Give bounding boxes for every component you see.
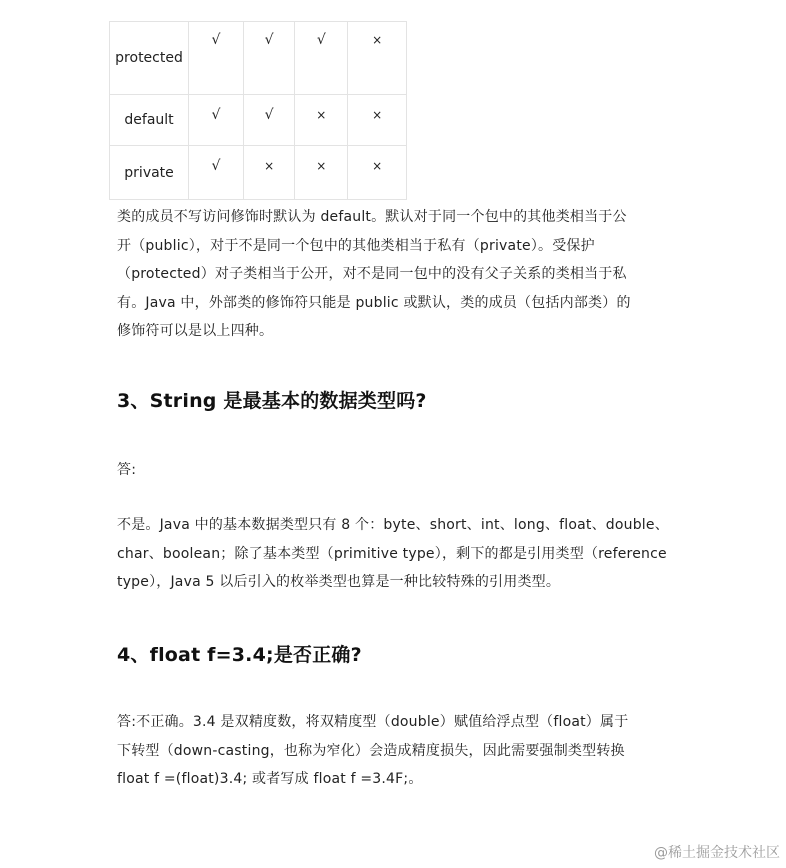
access-mark-cell: √ (243, 95, 295, 146)
access-mark-cell: × (348, 22, 407, 95)
access-mark-cell: × (295, 146, 348, 200)
access-mark-cell: √ (189, 95, 244, 146)
paragraph-line: 不是。Java 中的基本数据类型只有 8 个：byte、short、int、long、float、double、 (117, 517, 669, 533)
access-mark-cell: × (243, 146, 295, 200)
paragraph-line: 下转型（down-casting，也称为窄化）会造成精度损失，因此需要强制类型转换 (117, 742, 625, 759)
modifier-name-cell: default (110, 95, 189, 146)
access-mark-cell: √ (295, 22, 348, 95)
paragraph-line: char、boolean；除了基本类型（primitive type），剩下的都是引用类型（reference (117, 545, 667, 562)
default-access-paragraph (117, 203, 677, 346)
paragraph-line: 开（public），对于不是同一个包中的其他类相当于私有（private）。受保护 (117, 237, 595, 254)
answer-label: 答: (117, 462, 137, 478)
paragraph-line: 有。Java 中，外部类的修饰符只能是 public 或默认，类的成员（包括内部类）的 (117, 294, 631, 311)
access-mark-cell: √ (189, 22, 244, 95)
access-mark-cell: × (348, 146, 407, 200)
table-row (110, 95, 407, 146)
access-mark-cell: √ (243, 22, 295, 95)
table-row (110, 146, 407, 200)
access-mark-cell: × (295, 95, 348, 146)
section-3-heading: 3、String 是最基本的数据类型吗? (117, 390, 427, 412)
paragraph-line: 类的成员不写访问修饰时默认为 default。默认对于同一个包中的其他类相当于公 (117, 209, 627, 225)
paragraph-line: type），Java 5 以后引入的枚举类型也算是一种比较特殊的引用类型。 (117, 574, 561, 590)
paragraph-line: （protected）对子类相当于公开，对不是同一包中的没有父子关系的类相当于私 (117, 266, 627, 282)
access-mark-cell: × (348, 95, 407, 146)
paragraph-line: float f =(float)3.4; 或者写成 float f =3.4F;。 (117, 771, 423, 787)
table-row (110, 22, 407, 95)
section-4-heading: 4、float f=3.4;是否正确? (117, 644, 362, 666)
access-mark-cell: √ (189, 146, 244, 200)
modifier-name-cell: protected (110, 22, 189, 95)
float-answer-paragraph (117, 708, 677, 794)
access-modifier-table (109, 21, 407, 200)
paragraph-line: 修饰符可以是以上四种。 (117, 323, 274, 339)
watermark: @稀土掘金技术社区 (654, 845, 780, 861)
modifier-name-cell: private (110, 146, 189, 200)
paragraph-line: 答:不正确。3.4 是双精度数，将双精度型（double）赋值给浮点型（float）属于 (117, 714, 629, 730)
string-answer-paragraph (117, 511, 677, 597)
